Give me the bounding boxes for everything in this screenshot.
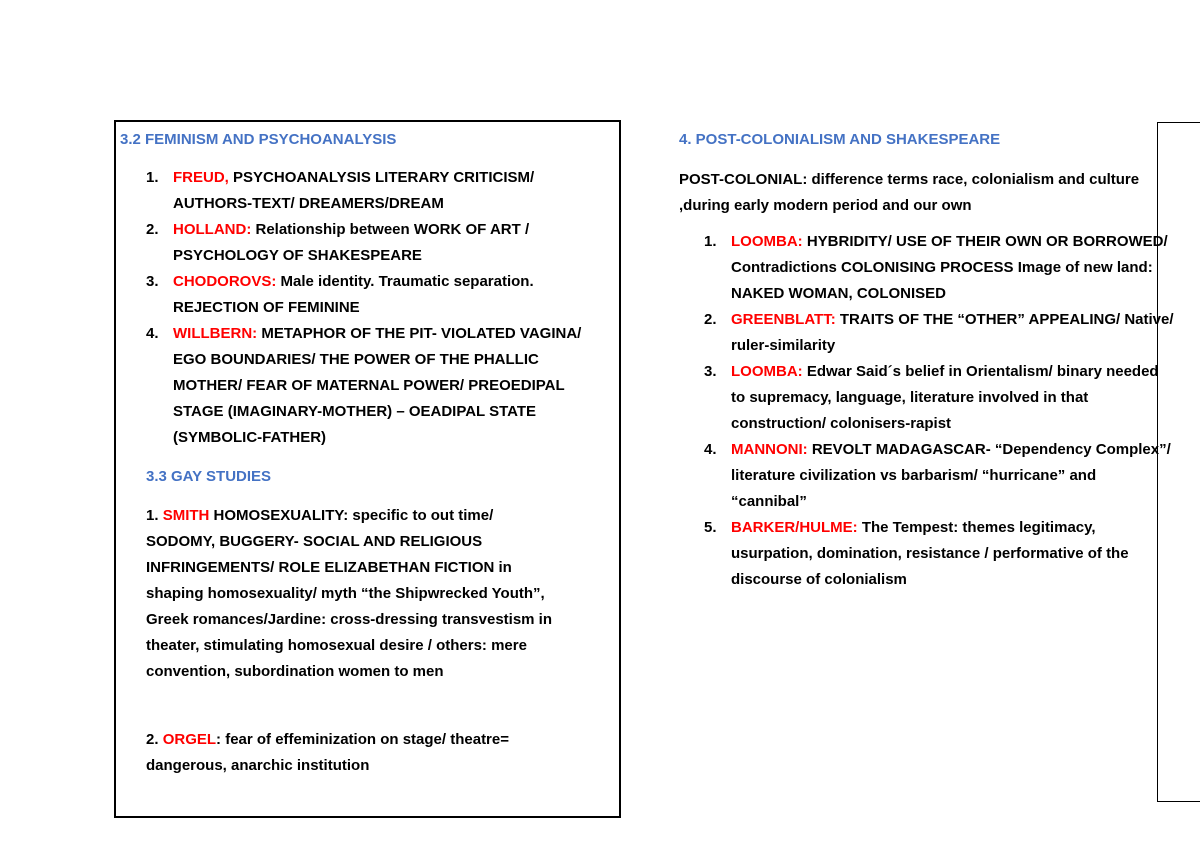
list-item — [146, 165, 591, 217]
list-number: 3. — [704, 363, 717, 380]
list-item — [704, 307, 1174, 359]
list-item — [704, 515, 1174, 593]
critic-name: LOOMBA: — [731, 363, 803, 380]
list-number: 1. — [704, 233, 717, 250]
item-text: The Tempest: themes legitimacy, usurpation, domination, resistance / performative of the discourse of colonialism — [731, 519, 1129, 588]
critic-name: SMITH — [162, 507, 210, 524]
orgel-paragraph — [146, 727, 576, 779]
list-item — [704, 359, 1174, 437]
list-item — [146, 217, 591, 269]
item-text: Relationship between WORK OF ART / PSYCHOLOGY OF SHAKESPEARE — [173, 221, 530, 264]
critic-name: BARKER/HULME: — [731, 519, 858, 536]
paragraph-text: HOMOSEXUALITY: specific to out time/ SODOMY, BUGGERY- SOCIAL AND RELIGIOUS INFRINGEMENTS/ ROLE ELIZABETHAN FICTION in shaping homosexuality/ myth “the Shipwrecked Youth”, Greek romances/Jardine: cross-dressing transvestism in theater, stimulating homosexual desire / others: mere convention, subordination women to men — [146, 507, 553, 680]
critic-name: WILLBERN: — [173, 325, 258, 342]
item-text: HYBRIDITY/ USE OF THEIR OWN OR BORROWED/ Contradictions COLONISING PROCESS Image of new land: NAKED WOMAN, COLONISED — [731, 233, 1168, 302]
critic-name: HOLLAND: — [173, 221, 252, 238]
item-text: METAPHOR OF THE PIT- VIOLATED VAGINA/ EGO BOUNDARIES/ THE POWER OF THE PHALLIC MOTHER/ FEAR OF MATERNAL POWER/ PREOEDIPAL STAGE (IMAGINARY-MOTHER) – OEADIPAL STATE (SYMBOLIC-FATHER) — [173, 325, 582, 446]
list-item — [146, 321, 591, 451]
paragraph-text: : fear of effeminization on stage/ theatre= dangerous, anarchic institution — [146, 731, 509, 774]
list-number: 4. — [704, 441, 717, 458]
critic-name: GREENBLATT: — [731, 311, 836, 328]
list-number: 4. — [146, 325, 159, 342]
list-item — [704, 229, 1174, 307]
heading-feminism-psychoanalysis: 3.2 FEMINISM AND PSYCHOANALYSIS — [120, 131, 397, 148]
item-text: TRAITS OF THE “OTHER” APPEALING/ Native/ ruler-similarity — [731, 311, 1174, 354]
item-text: Male identity. Traumatic separation. REJECTION OF FEMININE — [173, 273, 534, 316]
critic-name: ORGEL — [162, 731, 217, 748]
list-item — [704, 437, 1174, 515]
critic-name: LOOMBA: — [731, 233, 803, 250]
critic-name: FREUD, — [173, 169, 229, 186]
list-item — [146, 269, 591, 321]
post-colonialism-list — [704, 229, 1174, 593]
post-colonial-intro: POST-COLONIAL: difference terms race, colonialism and culture ,during early modern period and our own — [679, 171, 1140, 214]
feminism-list — [146, 165, 591, 451]
smith-paragraph — [146, 503, 566, 685]
heading-post-colonialism: 4. POST-COLONIALISM AND SHAKESPEARE — [679, 131, 1001, 148]
critic-name: MANNONI: — [731, 441, 808, 458]
item-text: Edwar Said´s belief in Orientalism/ binary needed to supremacy, language, literature involved in that construction/ colonisers-rapist — [731, 363, 1159, 432]
list-number: 1. — [146, 169, 159, 186]
list-number: 2. — [704, 311, 717, 328]
list-number: 2. — [146, 221, 159, 238]
heading-gay-studies: 3.3 GAY STUDIES — [146, 468, 272, 485]
list-number: 3. — [146, 273, 159, 290]
list-number: 5. — [704, 519, 717, 536]
item-text: REVOLT MADAGASCAR- “Dependency Complex”/ literature civilization vs barbarism/ “hurricane” and “cannibal” — [731, 441, 1171, 510]
paragraph-number: 2. — [146, 731, 163, 748]
paragraph-number: 1. — [146, 507, 163, 524]
critic-name: CHODOROVS: — [173, 273, 277, 290]
item-text: PSYCHOANALYSIS LITERARY CRITICISM/ AUTHORS-TEXT/ DREAMERS/DREAM — [173, 169, 535, 212]
